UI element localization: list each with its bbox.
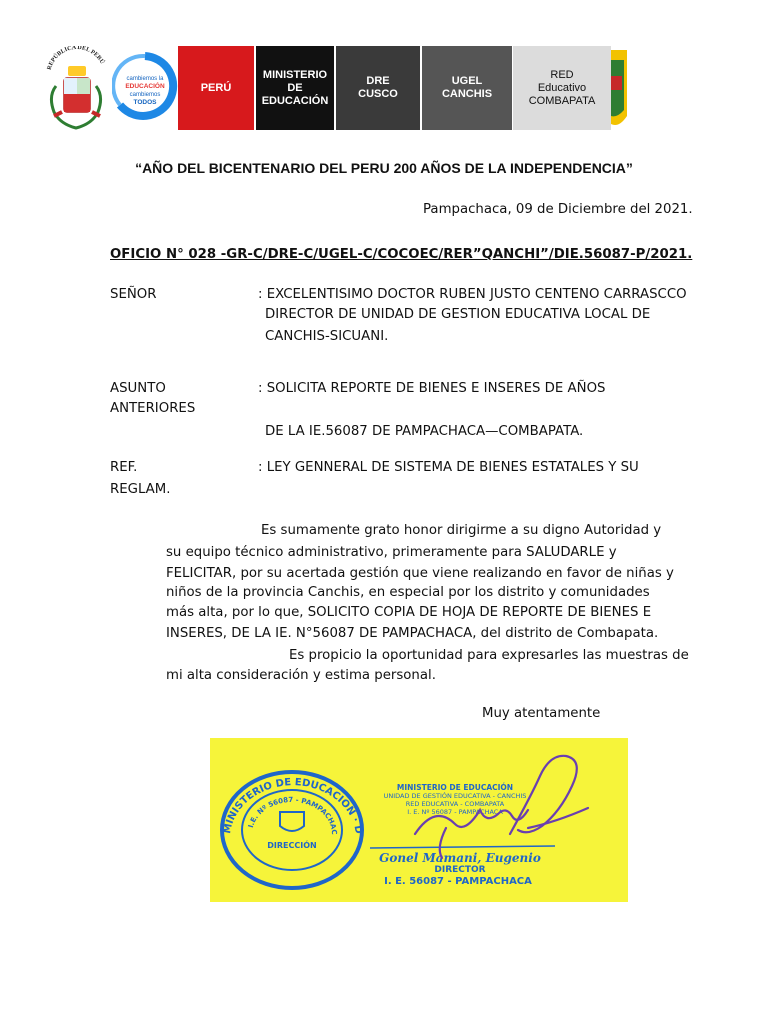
edu-logo-line-2: EDUCACIÓN — [125, 83, 165, 90]
ugel-box-line-1: UGEL — [451, 75, 483, 87]
body-line-4: niños de la provincia Canchis, en especial por los distrito y comunidades — [166, 585, 650, 600]
ref-line-1: : LEY GENNERAL DE SISTEMA DE BIENES ESTATALES Y SU — [258, 460, 639, 475]
ministerio-box-line-3: EDUCACIÓN — [261, 94, 329, 107]
dre-box-line-1: DRE — [366, 75, 390, 87]
body-line-3: FELICITAR, por su acertada gestión que viene realizando en favor de niñas y — [166, 566, 674, 581]
senor-line-2: DIRECTOR DE UNIDAD DE GESTION EDUCATIVA LOCAL DE — [265, 307, 651, 322]
director-seal — [370, 783, 555, 887]
edu-logo-line-3: cambiemos — [129, 92, 161, 98]
asunto-label: ASUNTO — [110, 381, 166, 396]
educacion-logo — [112, 50, 178, 130]
red-shield-icon — [611, 46, 629, 130]
red-box — [513, 46, 611, 130]
ministerio-box-line-1: MINISTERIO — [262, 68, 328, 81]
ref-label: REF. — [110, 460, 138, 475]
signer-name: Gonel Mamani, Eugenio — [379, 851, 541, 865]
body-line-1: Es sumamente grato honor dirigirme a su digno Autoridad y — [261, 523, 662, 538]
senor-label: SEÑOR — [110, 287, 157, 302]
closing: Muy atentamente — [482, 706, 601, 721]
seal-caption: REPÚBLICA DEL PERÚ — [46, 46, 105, 71]
dre-box — [336, 46, 420, 130]
signer-school: I. E. 56087 - PAMPACHACA — [384, 876, 532, 887]
edu-logo-line-4: TODOS — [133, 99, 157, 106]
round-seal-inner: I.E. Nº 56087 - PAMPACHAC — [246, 795, 339, 835]
rect-seal-line-3: RED EDUCATIVA - COMBAPATA — [405, 800, 505, 808]
rect-seal-line-2: UNIDAD DE GESTIÓN EDUCATIVA - CANCHIS — [383, 792, 527, 800]
red-box-line-3: COMBAPATA — [528, 94, 596, 107]
red-box-line-1: RED — [550, 68, 574, 81]
ugel-box-line-2: CANCHIS — [441, 88, 493, 100]
asunto-line-2: DE LA IE.56087 DE PAMPACHACA—COMBAPATA. — [265, 424, 584, 439]
body-line-5: más alta, por lo que, SOLICITO COPIA DE HOJA DE REPORTE DE BIENES E — [166, 605, 652, 620]
year-motto: “AÑO DEL BICENTENARIO DEL PERU 200 AÑOS DE LA INDEPENDENCIA” — [135, 160, 633, 176]
red-box-line-2: Educativo — [537, 81, 587, 94]
round-seal-text: MINISTERIO DE EDUCACION · D — [222, 777, 364, 835]
ugel-box — [422, 46, 512, 130]
signer-title: DIRECTOR — [434, 865, 486, 875]
round-seal — [210, 738, 364, 888]
dre-box-line-2: CUSCO — [358, 88, 398, 100]
body-line-8: mi alta consideración y estima personal. — [166, 668, 436, 683]
national-seal — [40, 46, 114, 130]
rect-seal-line-4: I. E. Nº 56087 - PAMPACHACA — [407, 808, 503, 816]
senor-line-3: CANCHIS-SICUANI. — [265, 329, 389, 344]
edu-logo-line-1: cambiemos la — [126, 76, 164, 82]
body-line-6: INSERES, DE LA IE. N°56087 DE PAMPACHACA, del distrito de Combapata. — [166, 626, 659, 641]
peru-box-line: PERÚ — [200, 81, 232, 94]
body-line-2: su equipo técnico administrativo, primeramente para SALUDARLE y — [166, 545, 617, 560]
peru-box — [178, 46, 254, 130]
asunto-label-2: ANTERIORES — [110, 401, 196, 416]
ministerio-box-line-2: DE — [287, 81, 303, 94]
ref-label-2: REGLAM. — [110, 482, 171, 497]
body-line-7: Es propicio la oportunidad para expresarles las muestras de — [289, 648, 689, 663]
round-seal-center: DIRECCIÓN — [267, 841, 317, 850]
signature-stamp — [210, 738, 628, 902]
asunto-line-1: : SOLICITA REPORTE DE BIENES E INSERES DE AÑOS — [258, 381, 606, 396]
oficio-number: OFICIO N° 028 -GR-C/DRE-C/UGEL-C/COCOEC/RER”QANCHI”/DIE.56087-P/2021. — [110, 247, 693, 262]
ministerio-box — [256, 46, 334, 130]
senor-line-1: : EXCELENTISIMO DOCTOR RUBEN JUSTO CENTENO CARRASCCO — [258, 287, 687, 302]
rect-seal-line-1: MINISTERIO DE EDUCACIÓN — [396, 783, 514, 792]
date-line: Pampachaca, 09 de Diciembre del 2021. — [423, 202, 693, 217]
